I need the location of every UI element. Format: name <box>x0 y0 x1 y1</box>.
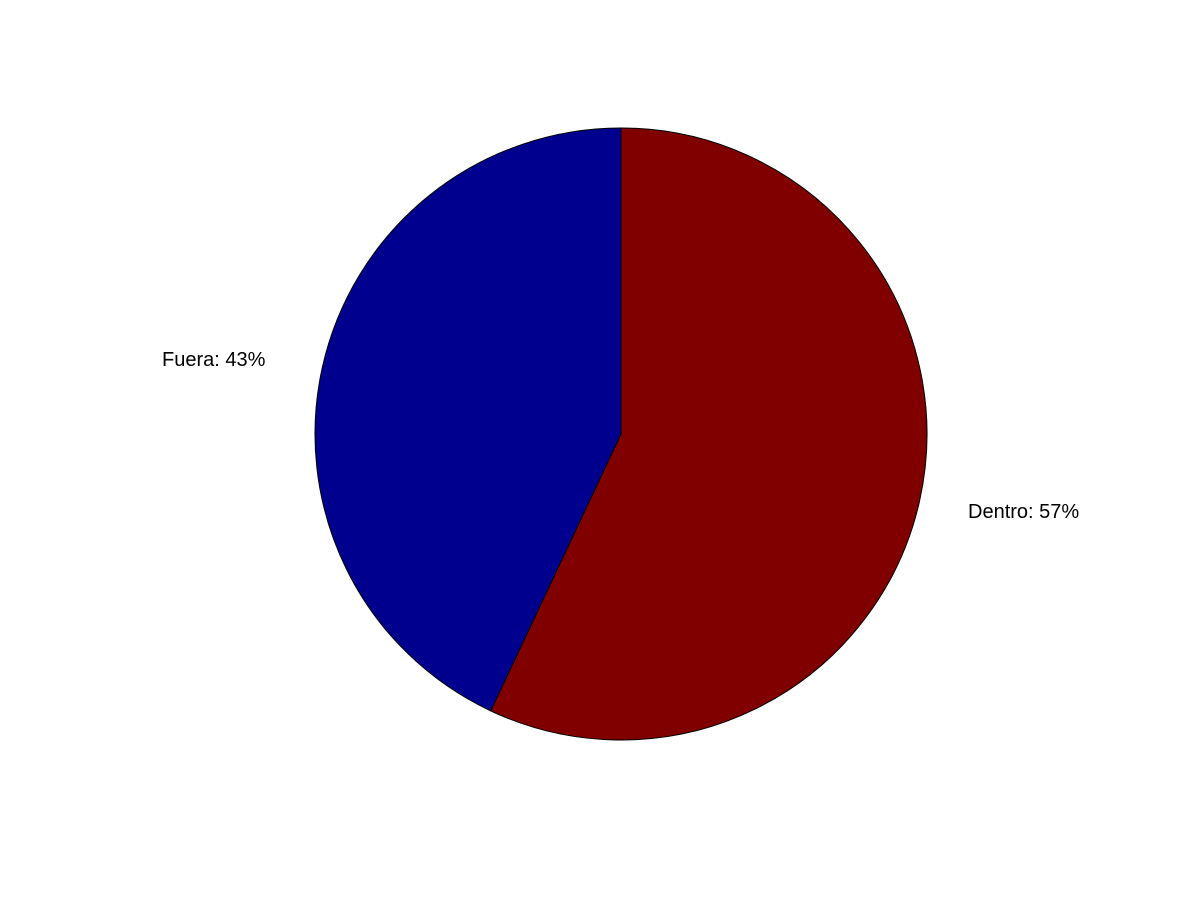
slice-label-dentro: Dentro: 57% <box>968 501 1080 523</box>
slice-label-fuera: Fuera: 43% <box>162 349 266 371</box>
pie-slices <box>315 128 927 740</box>
